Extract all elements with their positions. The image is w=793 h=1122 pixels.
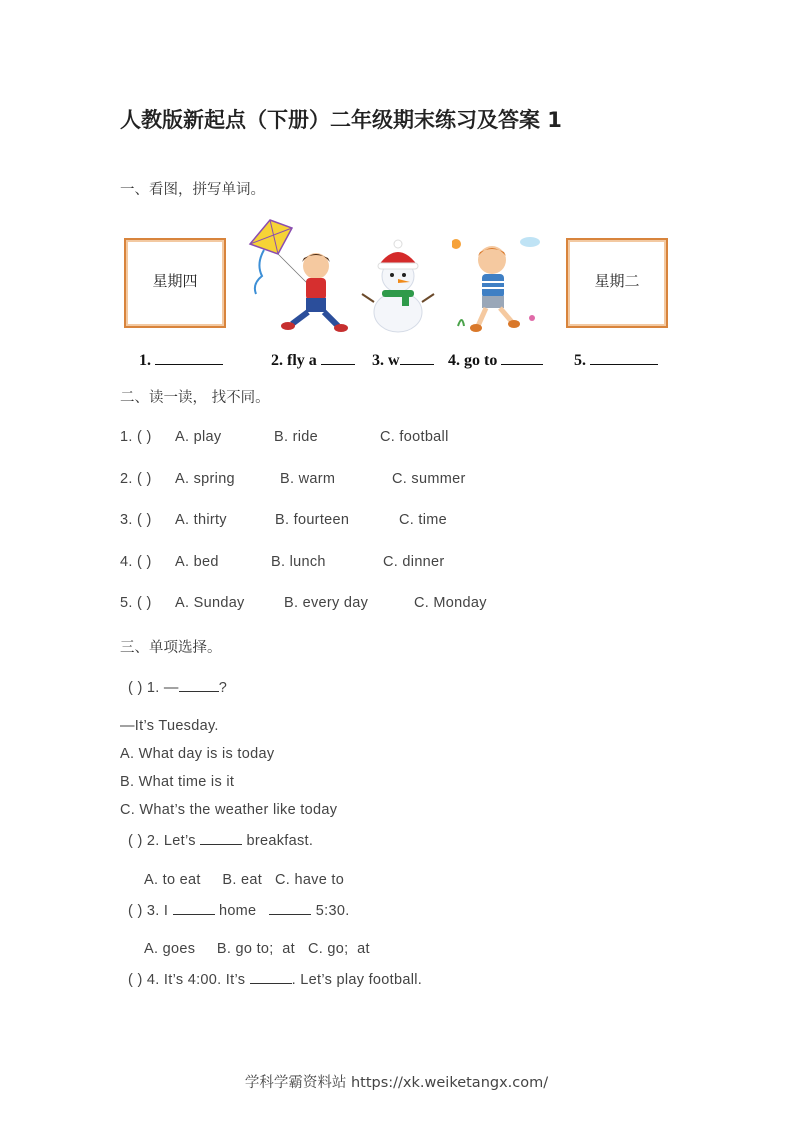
snowman-illustration: [358, 238, 438, 334]
odd-one-q1-option-a[interactable]: A. play: [175, 429, 222, 445]
spell-item-4: 4. go to: [448, 350, 543, 370]
section1-heading: 一、看图，拼写单词。: [120, 182, 265, 198]
spell-blank-5[interactable]: [590, 350, 658, 365]
odd-one-q4-prefix: 4. ( ): [120, 554, 152, 570]
choice-q2-stem: ( ) 2. Let’s breakfast.: [128, 833, 314, 849]
weekday-card-1-text: 星期四: [152, 272, 198, 290]
odd-one-q5-prefix: 5. ( ): [120, 595, 152, 611]
page-title: 人教版新起点（下册）二年级期末练习及答案 1: [120, 108, 562, 132]
boy-flying-kite-illustration: [244, 214, 350, 336]
spell-item-1: 1.: [139, 350, 223, 370]
odd-one-q1-option-b[interactable]: B. ride: [274, 429, 319, 445]
choice-q1-answer: —It’s Tuesday.: [120, 718, 219, 734]
odd-one-q5-option-a[interactable]: A. Sunday: [175, 595, 245, 611]
odd-one-q3-option-c[interactable]: C. time: [399, 512, 448, 528]
choice-q1-blank[interactable]: [179, 679, 219, 692]
odd-one-q2-prefix: 2. ( ): [120, 471, 152, 487]
choice-q1-stem: ( ) 1. — ?: [128, 680, 228, 696]
odd-one-q3-prefix: 3. ( ): [120, 512, 152, 528]
odd-one-q4-option-b[interactable]: B. lunch: [271, 554, 326, 570]
weekday-card-2: [566, 238, 668, 328]
odd-one-q4-option-a[interactable]: A. bed: [175, 554, 219, 570]
choice-q3-blank-2[interactable]: [269, 902, 311, 915]
choice-q3-options[interactable]: A. goes B. go to; at C. go; at: [144, 941, 370, 957]
odd-one-q5-option-c[interactable]: C. Monday: [414, 595, 487, 611]
choice-q1-option-a[interactable]: A. What day is is today: [120, 746, 275, 762]
odd-one-q2-option-b[interactable]: B. warm: [280, 471, 336, 487]
choice-q4-stem: ( ) 4. It’s 4:00. It’s . Let’s play football.: [128, 972, 423, 988]
odd-one-q2-option-c[interactable]: C. summer: [392, 471, 466, 487]
odd-one-q1-option-c[interactable]: C. football: [380, 429, 449, 445]
section2-heading: 二、读一读， 找不同。: [120, 390, 270, 406]
choice-q3-blank-1[interactable]: [173, 902, 215, 915]
odd-one-q3-option-a[interactable]: A. thirty: [175, 512, 227, 528]
choice-q2-options[interactable]: A. to eat B. eat C. have to: [144, 872, 345, 888]
spell-item-2: 2. fly a: [271, 350, 355, 370]
spell-blank-3[interactable]: [400, 350, 434, 365]
weekday-card-1: [124, 238, 226, 328]
choice-q1-option-c[interactable]: C. What’s the weather like today: [120, 802, 338, 818]
odd-one-q3-option-b[interactable]: B. fourteen: [275, 512, 350, 528]
choice-q3-stem: ( ) 3. I home 5:30.: [128, 903, 350, 919]
choice-q2-blank[interactable]: [200, 832, 242, 845]
boy-walking-illustration: [452, 234, 548, 334]
spell-blank-2[interactable]: [321, 350, 355, 365]
spell-item-5: 5.: [574, 350, 658, 370]
footer-watermark: 学科学霸资料站 https://xk.weiketangx.com/: [244, 1075, 549, 1091]
odd-one-q2-option-a[interactable]: A. spring: [175, 471, 235, 487]
section3-heading: 三、单项选择。: [120, 640, 222, 656]
weekday-card-2-text: 星期二: [594, 272, 640, 290]
odd-one-q5-option-b[interactable]: B. every day: [284, 595, 369, 611]
choice-q4-blank[interactable]: [250, 971, 292, 984]
spell-blank-4[interactable]: [501, 350, 543, 365]
choice-q1-option-b[interactable]: B. What time is it: [120, 774, 235, 790]
spell-blank-1[interactable]: [155, 350, 223, 365]
odd-one-q4-option-c[interactable]: C. dinner: [383, 554, 445, 570]
odd-one-q1-prefix: 1. ( ): [120, 429, 152, 445]
spell-item-3: 3. w: [372, 350, 434, 370]
